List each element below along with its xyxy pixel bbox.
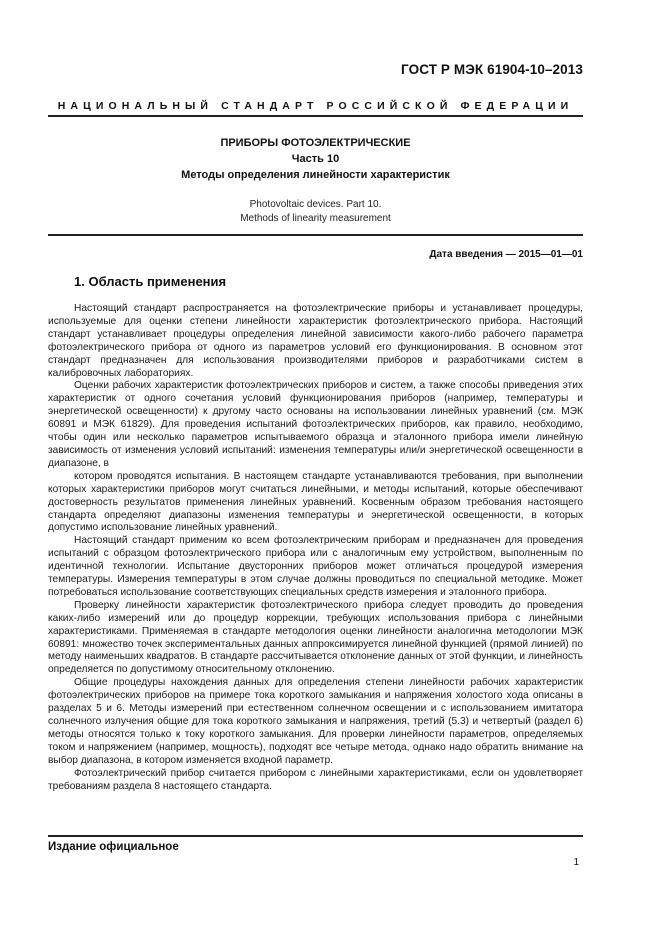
- national-standard-banner: НАЦИОНАЛЬНЫЙ СТАНДАРТ РОССИЙСКОЙ ФЕДЕРАЦИИ: [57, 100, 574, 112]
- title-block: [48, 135, 583, 226]
- title-ru-line3: Методы определения линейности характеристик: [181, 169, 450, 181]
- paragraph-3: котором проводятся испытания. В настоящем стандарте устанавливаются требования, при выполнении которых характеристики приборов могут считаться линейными, и методы испытаний, которые обеспечивают достоверность результатов применения линейных уравнений. Косвенным образом требования настоящего стандарта определяют диапазоны изменения температуры и энергетической освещенности, в которых допустимо использование линейных уравнений.: [48, 470, 583, 534]
- paragraph-4: Настоящий стандарт применим ко всем фотоэлектрическим приборам и предназначен для проведения испытаний с образцом фотоэлектрического прибора или с аналогичным ему устройством, выполненным по идентичной технологии. Испытание двусторонних приборов может отличаться процедурой измерения температуры. Измерения температуры в этом случае должны проводиться по специальной методике. Может потребоваться использование соответствующих специальных средств измерения и эталонного прибора.: [48, 535, 583, 598]
- official-edition-label: Издание официальное: [48, 841, 179, 853]
- middle-divider: [48, 234, 583, 236]
- top-divider: [48, 115, 583, 117]
- bottom-divider: [48, 835, 583, 837]
- paragraph-5: Проверку линейности характеристик фотоэлектрического прибора следует проводить до проведения каких-либо измерений или до процедур коррекции, требующих использования прибора с линейными характеристиками. Применяемая в стандарте методология оценки линейности аналогична методологии МЭК 60891: множество точек экспериментальных данных аппроксимируется линейной функцией (прямой линией) по методу наименьших квадратов. В стандарте рассчитывается отклонение данных от этой функции, и линейность определяется по допустимому относительному отклонению.: [48, 599, 583, 676]
- title-ru-line2: Часть 10: [291, 153, 340, 165]
- paragraph-1: Настоящий стандарт распространяется на фотоэлектрические приборы и устанавливает процедуры, используемые для оценки степени линейности характеристик фотоэлектрического прибора. Настоящий стандарт устанавливает процедуры определения линейной зависимости какого-либо рабочего параметра фотоэлектрического прибора от одного из параметров условий его функционирования. В основном этот стандарт предназначен для использования производителями приборов и разработчиками систем в калибровочных лабораториях.: [48, 303, 583, 379]
- paragraph-2: Оценки рабочих характеристик фотоэлектрических приборов и систем, а также способы приведения этих характеристик от одного сочетания условий функционирования приборов (например, температуры и энергетической освещенности) к другому часто основаны на использовании линейных уравнений (см. МЭК 60891 и МЭК 61829). Для проведения испытаний фотоэлектрических приборов, как правило, необходимо, чтобы один или несколько параметров испытываемого образца и эталонного прибора имели линейную зависимость от изменения условий испытаний: изменения температуры или/и энергетической освещенности в диапазоне, в: [48, 380, 583, 469]
- document-number: ГОСТ Р МЭК 61904-10–2013: [401, 62, 583, 77]
- paragraph-6: Общие процедуры нахождения данных для определения степени линейности рабочих характеристик фотоэлектрических приборов на примере тока короткого замыкания и напряжения холостого хода описаны в разделах 5 и 6. Методы измерений при естественном солнечном освещении и с использованием имитатора солнечного излучения общие для тока короткого замыкания и напряжения, третий (5.3) и четвертый (раздел 6) методы относятся только к току короткого замыкания. Для проверки линейности параметров, определяемых током и напряжением (например, мощность), подходят все четыре метода, однако надо обратить внимание на выбор диапазона, в котором изменяется входной параметр.: [48, 677, 583, 766]
- title-en-line2: Methods of linearity measurement: [240, 213, 391, 224]
- title-en-line1: Photovoltaic devices. Part 10.: [249, 199, 382, 210]
- paragraph-7: Фотоэлектрический прибор считается прибором с линейными характеристиками, если он удовлетворяет требованиям раздела 8 настоящего стандарта.: [48, 767, 583, 792]
- page-number: 1: [573, 857, 579, 868]
- section-body: [48, 303, 583, 793]
- section-heading: 1. Область применения: [74, 274, 227, 289]
- introduction-date: Дата введения — 2015—01—01: [429, 249, 583, 260]
- title-ru-line1: ПРИБОРЫ ФОТОЭЛЕКТРИЧЕСКИЕ: [220, 137, 411, 149]
- title-en-block: [48, 198, 583, 226]
